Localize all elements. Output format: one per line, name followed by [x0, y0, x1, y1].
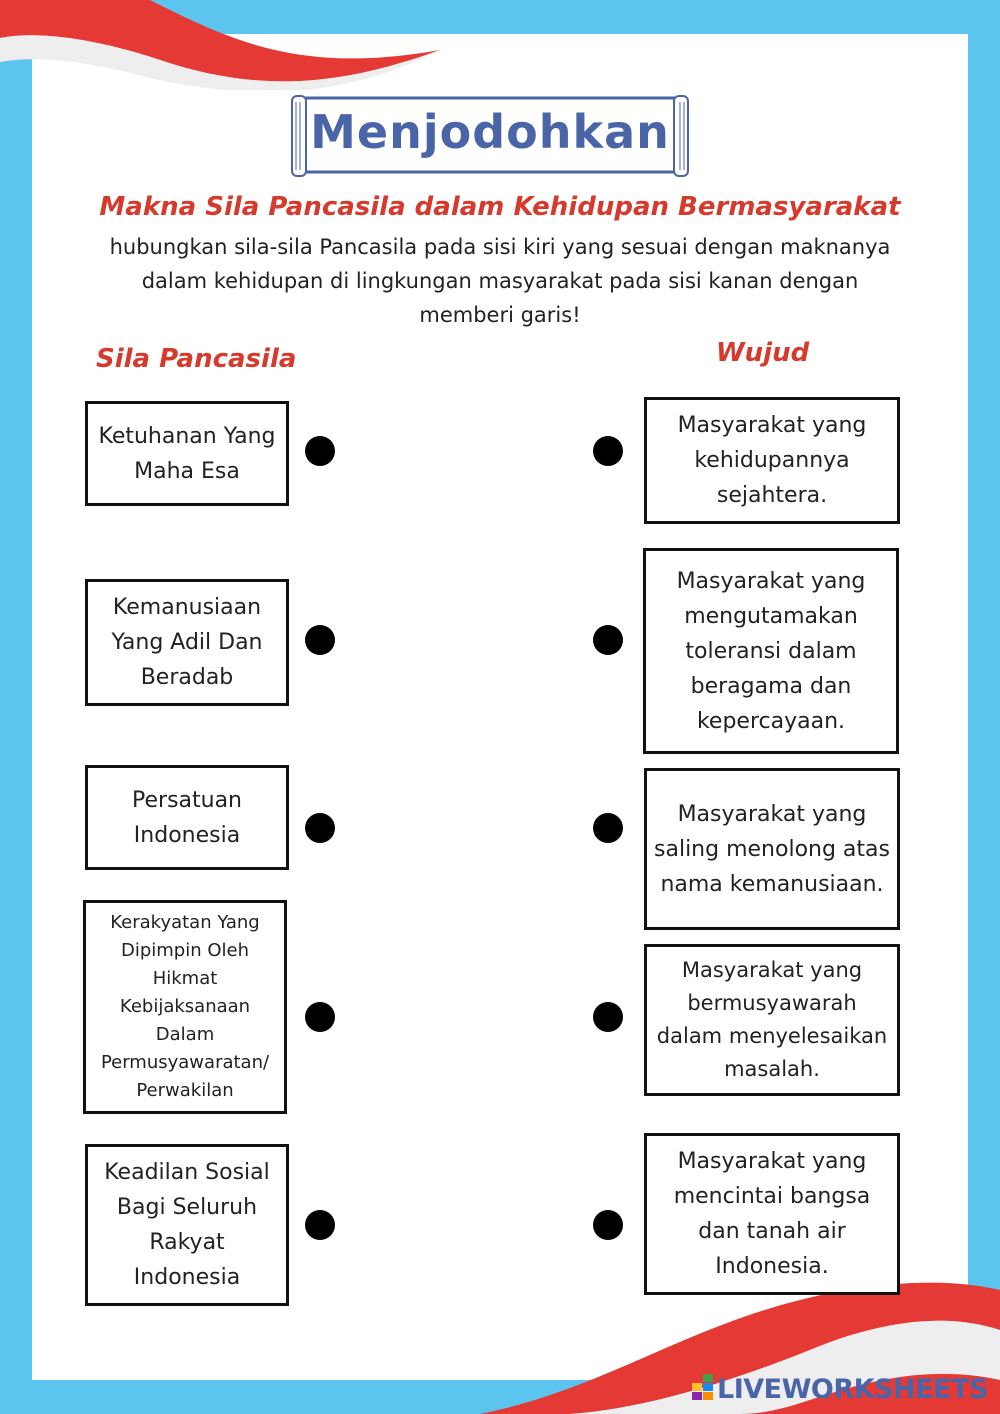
right-dot-2[interactable] [593, 625, 623, 655]
right-column-heading: Wujud [716, 338, 810, 368]
right-dot-4[interactable] [593, 1002, 623, 1032]
flag-ribbon-top [0, 0, 440, 90]
right-item-1: Masyarakat yang kehidupannya sejahtera. [644, 397, 900, 524]
right-dot-3[interactable] [593, 813, 623, 843]
left-dot-4[interactable] [305, 1002, 335, 1032]
left-item-5: Keadilan Sosial Bagi Seluruh Rakyat Indonesia [85, 1144, 289, 1306]
left-dot-2[interactable] [305, 625, 335, 655]
right-item-3: Masyarakat yang saling menolong atas nama kemanusiaan. [644, 768, 900, 930]
left-item-1: Ketuhanan Yang Maha Esa [85, 401, 289, 506]
worksheet-subtitle: Makna Sila Pancasila dalam Kehidupan Bermasyarakat [99, 192, 901, 222]
left-column-heading: Sila Pancasila [96, 344, 297, 374]
right-dot-1[interactable] [593, 436, 623, 466]
left-dot-3[interactable] [305, 813, 335, 843]
instruction-text: hubungkan sila-sila Pancasila pada sisi kiri yang sesuai dengan maknanya dalam kehidupan di lingkungan masyarakat pada sisi kanan dengan memberi garis! [109, 235, 891, 327]
liveworksheets-logo-icon [692, 1374, 714, 1404]
left-item-4: Kerakyatan Yang Dipimpin Oleh Hikmat Kebijaksanaan Dalam Permusyawaratan/ Perwakilan [83, 900, 287, 1114]
left-dot-5[interactable] [305, 1210, 335, 1240]
right-item-5: Masyarakat yang mencintai bangsa dan tanah air Indonesia. [644, 1133, 900, 1295]
left-dot-1[interactable] [305, 436, 335, 466]
page-title: Menjodohkan [310, 105, 670, 159]
right-item-4: Masyarakat yang bermusyawarah dalam menyelesaikan masalah. [644, 944, 900, 1096]
left-item-3: Persatuan Indonesia [85, 765, 289, 870]
left-item-2: Kemanusiaan Yang Adil Dan Beradab [85, 579, 289, 706]
liveworksheets-logo-text: LIVEWORKSHEETS [717, 1373, 988, 1405]
right-item-2: Masyarakat yang mengutamakan toleransi dalam beragama dan kepercayaan. [643, 548, 899, 754]
liveworksheets-logo [692, 1372, 988, 1406]
right-dot-5[interactable] [593, 1210, 623, 1240]
